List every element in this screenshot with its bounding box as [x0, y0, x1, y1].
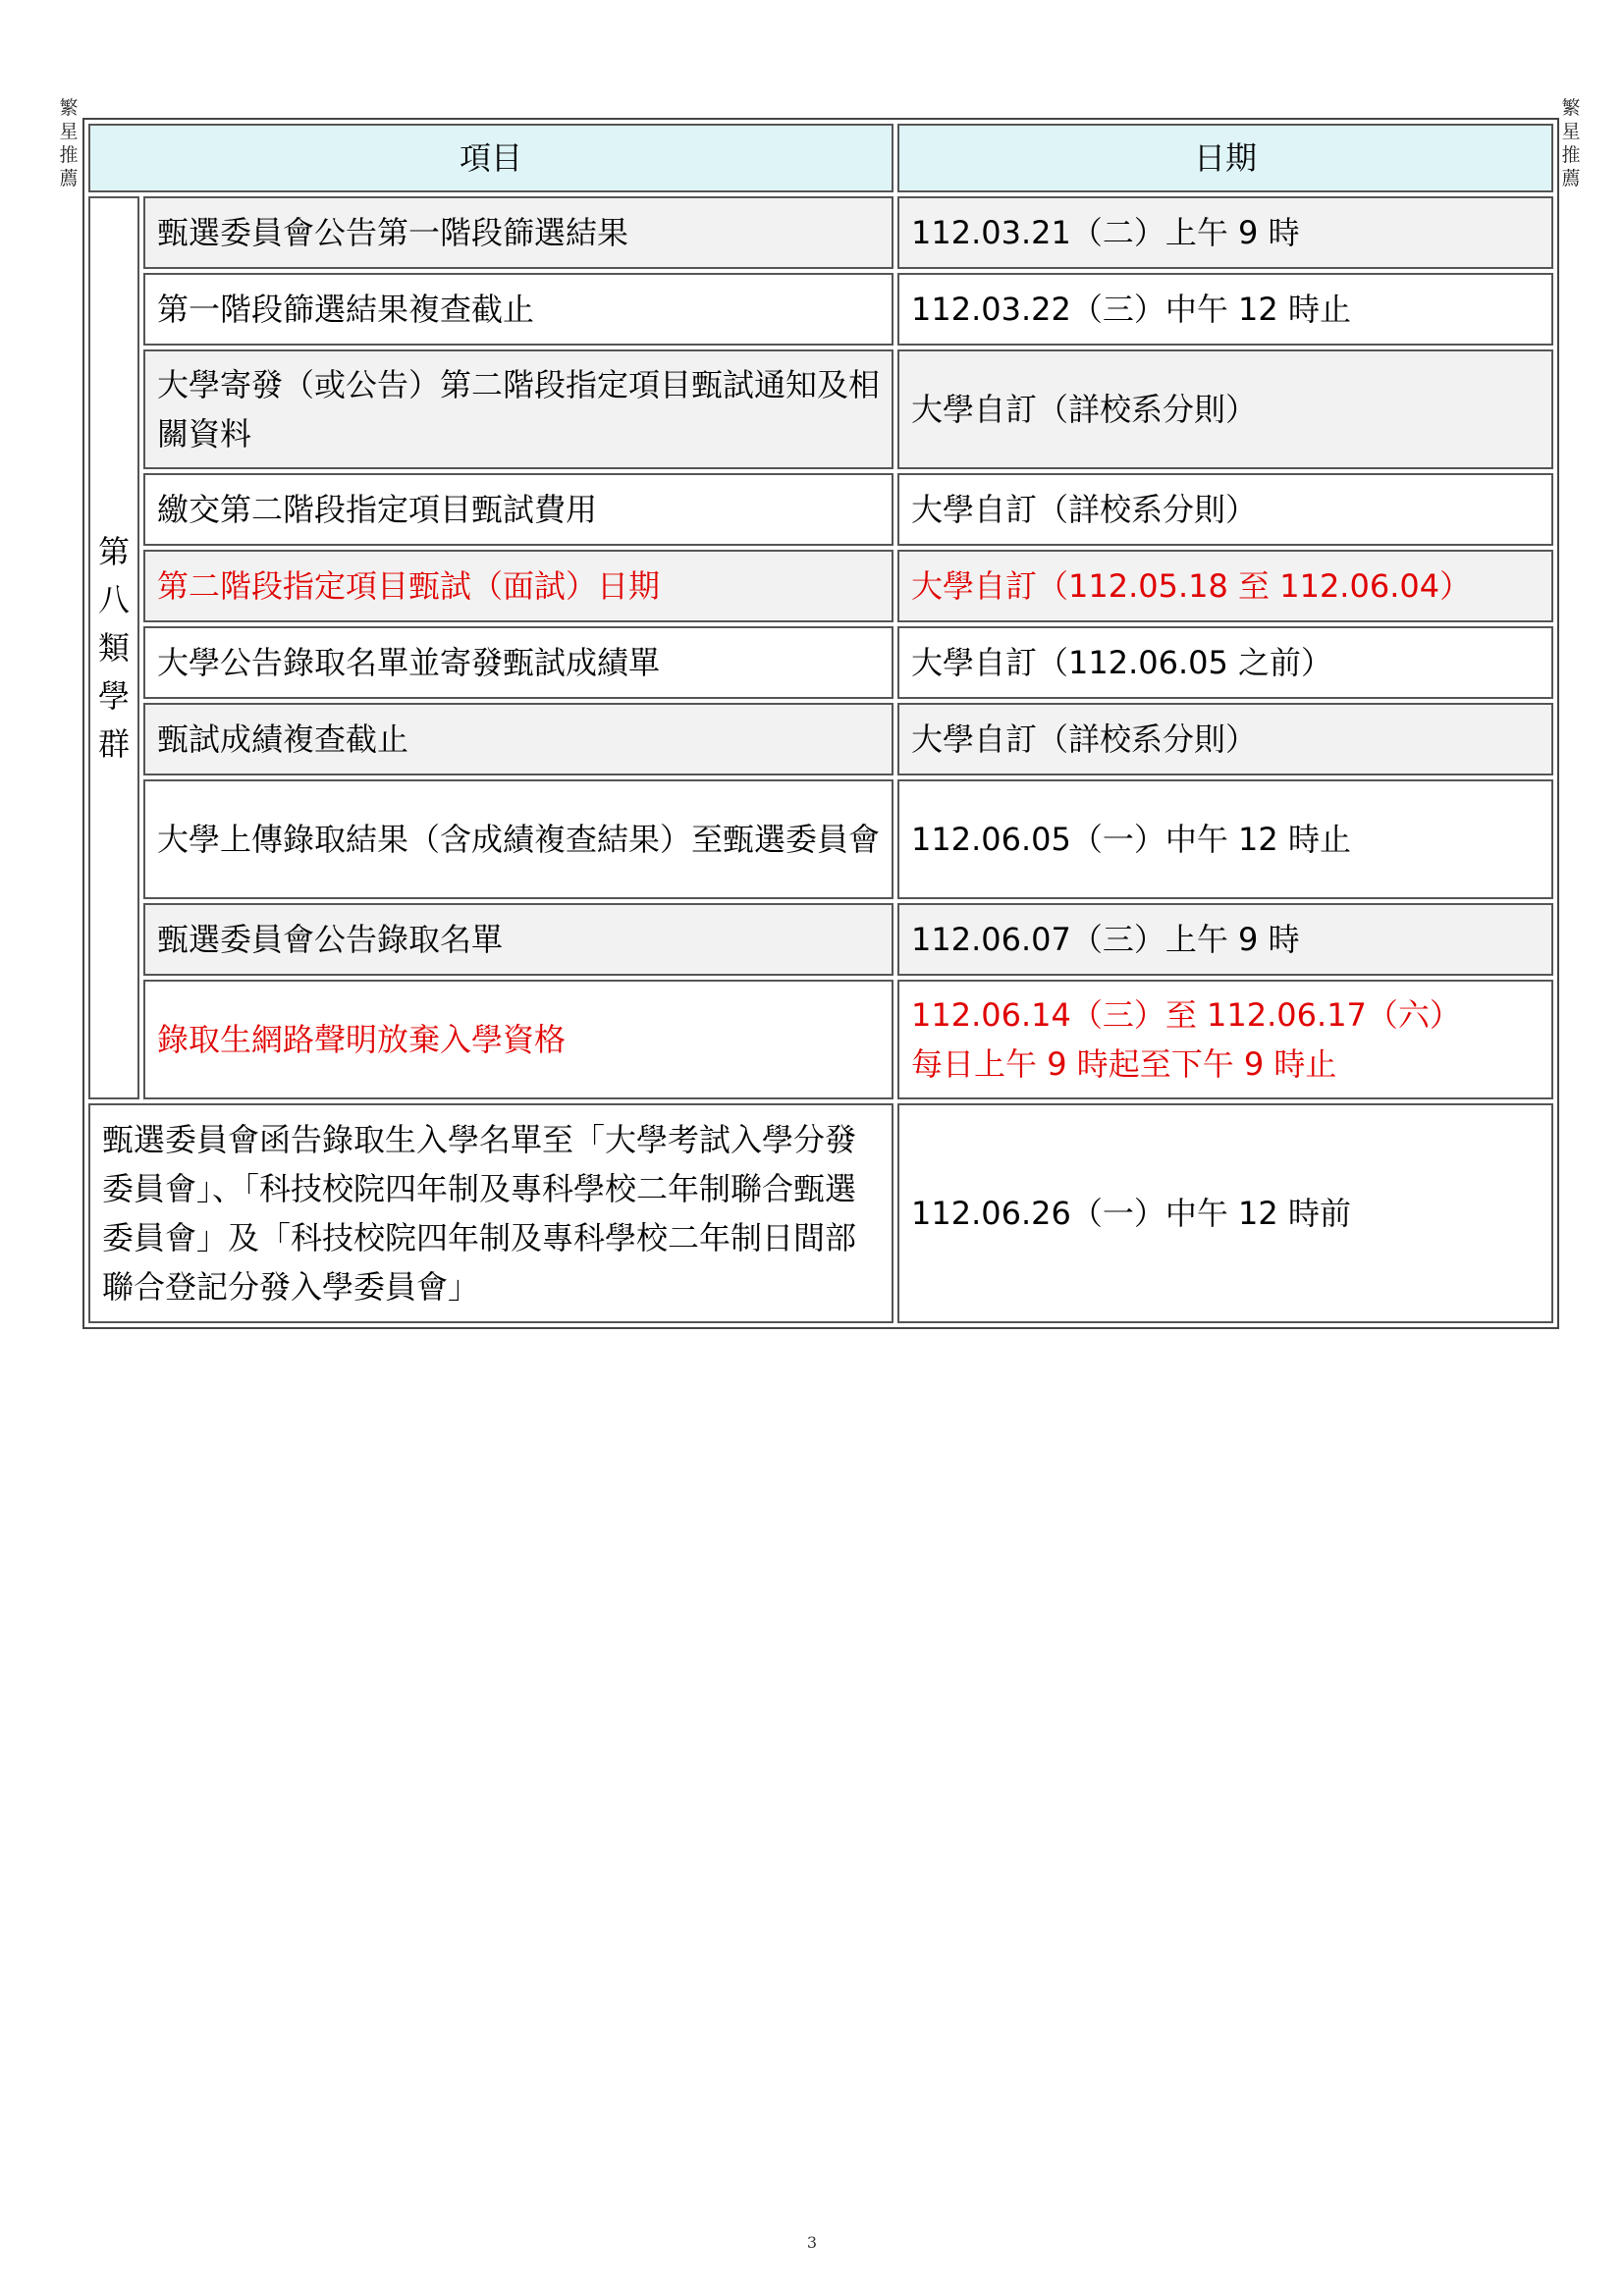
table-row	[88, 473, 1553, 546]
side-label-char: 繁	[59, 97, 79, 119]
row-item: 甄試成績複查截止	[143, 703, 893, 775]
table-row-final	[88, 1103, 1553, 1323]
table-row	[88, 779, 1553, 899]
row-date: 112.06.07（三）上午 9 時	[897, 903, 1553, 976]
row-date-line: 112.06.14（三）至 112.06.17（六）	[911, 996, 1461, 1034]
side-label-left	[57, 96, 81, 190]
group-label-char: 群	[97, 724, 130, 763]
page-number: 3	[806, 2233, 818, 2252]
table-row	[88, 703, 1553, 775]
side-label-char: 星	[1561, 121, 1581, 142]
group-label	[88, 196, 139, 1099]
table-header-row	[88, 124, 1553, 192]
side-label-char: 薦	[59, 168, 79, 189]
side-label-char: 推	[59, 144, 79, 166]
row-date: 112.03.22（三）中午 12 時止	[897, 273, 1553, 346]
header-date: 日期	[897, 124, 1553, 192]
row-date: 大學自訂（詳校系分則）	[897, 703, 1553, 775]
row-date: 大學自訂（詳校系分則）	[897, 473, 1553, 546]
table-row	[88, 349, 1553, 469]
row-date: 112.06.26（一）中午 12 時前	[897, 1103, 1553, 1323]
side-label-char: 繁	[1561, 97, 1581, 119]
side-label-char: 星	[59, 121, 79, 142]
row-date: 大學自訂（詳校系分則）	[897, 349, 1553, 469]
side-label-right	[1559, 96, 1583, 190]
row-item: 繳交第二階段指定項目甄試費用	[143, 473, 893, 546]
group-label-char: 八	[97, 580, 130, 618]
row-date	[897, 980, 1553, 1099]
row-item: 甄選委員會公告第一階段篩選結果	[143, 196, 893, 269]
group-label-char: 第	[97, 532, 130, 570]
group-label-char: 類	[97, 628, 130, 667]
row-date: 大學自訂（112.05.18 至 112.06.04）	[897, 550, 1553, 622]
side-label-char: 推	[1561, 144, 1581, 166]
row-item: 第一階段篩選結果複查截止	[143, 273, 893, 346]
table-row	[88, 550, 1553, 622]
row-item: 甄選委員會公告錄取名單	[143, 903, 893, 976]
row-date: 112.06.05（一）中午 12 時止	[897, 779, 1553, 899]
row-item: 大學寄發（或公告）第二階段指定項目甄試通知及相關資料	[143, 349, 893, 469]
table-row	[88, 196, 1553, 269]
side-label-char: 薦	[1561, 168, 1581, 189]
row-date: 112.03.21（二）上午 9 時	[897, 196, 1553, 269]
schedule-table	[82, 118, 1559, 1329]
row-item: 錄取生網路聲明放棄入學資格	[143, 980, 893, 1099]
row-item: 大學上傳錄取結果（含成績複查結果）至甄選委員會	[143, 779, 893, 899]
table-row	[88, 626, 1553, 699]
header-item: 項目	[88, 124, 893, 192]
row-date-line: 每日上午 9 時起至下午 9 時止	[911, 1045, 1337, 1083]
table-row	[88, 980, 1553, 1099]
table-row	[88, 273, 1553, 346]
group-label-char: 學	[97, 676, 130, 715]
row-item: 大學公告錄取名單並寄發甄試成績單	[143, 626, 893, 699]
row-date: 大學自訂（112.06.05 之前）	[897, 626, 1553, 699]
row-item: 第二階段指定項目甄試（面試）日期	[143, 550, 893, 622]
row-item: 甄選委員會函告錄取生入學名單至「大學考試入學分發委員會」、「科技校院四年制及專科學校二年制聯合甄選委員會」及「科技校院四年制及專科學校二年制日間部聯合登記分發入學委員會」	[88, 1103, 893, 1323]
table-row	[88, 903, 1553, 976]
